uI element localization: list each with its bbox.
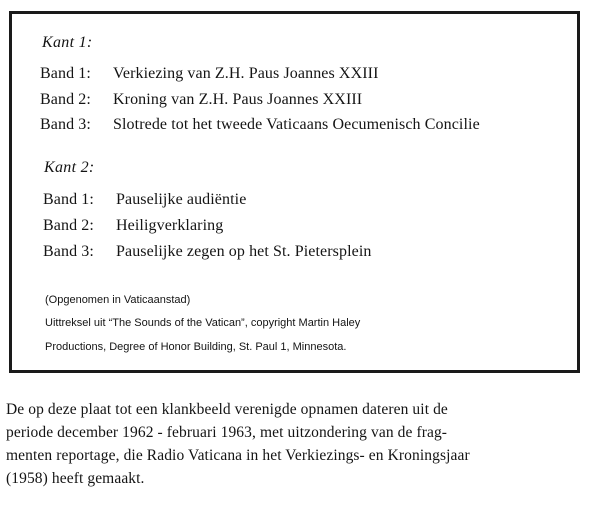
side-1-track-2	[40, 91, 362, 109]
side-1-track-1	[40, 65, 379, 83]
caption-line: periode december 1962 - februari 1963, met uitzondering van de frag-	[6, 424, 448, 441]
side-1-track-3	[40, 116, 480, 134]
track-title: Kroning van Z.H. Paus Joannes XXIII	[113, 91, 363, 108]
track-band-number: Band 2:	[40, 91, 91, 108]
track-title: Slotrede tot het tweede Vaticaans Oecumenisch Concilie	[113, 116, 480, 133]
side-2-title: Kant 2:	[44, 159, 95, 176]
recording-location-note: (Opgenomen in Vaticaanstad)	[45, 294, 191, 306]
track-title: Verkiezing van Z.H. Paus Joannes XXIII	[113, 65, 379, 82]
copyright-note-line-2: Productions, Degree of Honor Building, St. Paul 1, Minnesota.	[45, 341, 347, 353]
caption-line: menten reportage, die Radio Vaticana in het Verkiezings- en Kroningsjaar	[6, 447, 470, 464]
caption-paragraph	[6, 398, 594, 490]
track-band-number: Band 3:	[40, 116, 91, 133]
side-2-track-2	[43, 217, 223, 235]
track-band-number: Band 3:	[43, 243, 94, 260]
caption-line: De op deze plaat tot een klankbeeld verenigde opnamen dateren uit de	[6, 401, 448, 418]
track-title: Pauselijke audiëntie	[116, 191, 247, 208]
side-2-track-3	[43, 243, 372, 261]
side-2-track-1	[43, 191, 246, 209]
track-band-number: Band 2:	[43, 217, 94, 234]
track-band-number: Band 1:	[40, 65, 91, 82]
track-band-number: Band 1:	[43, 191, 94, 208]
track-title: Pauselijke zegen op het St. Pietersplein	[116, 243, 372, 260]
copyright-note-line-1: Uittreksel uit “The Sounds of the Vatican”, copyright Martin Haley	[45, 317, 361, 329]
side-1-title: Kant 1:	[42, 34, 93, 51]
caption-line: (1958) heeft gemaakt.	[6, 470, 145, 487]
track-title: Heiligverklaring	[116, 217, 224, 234]
